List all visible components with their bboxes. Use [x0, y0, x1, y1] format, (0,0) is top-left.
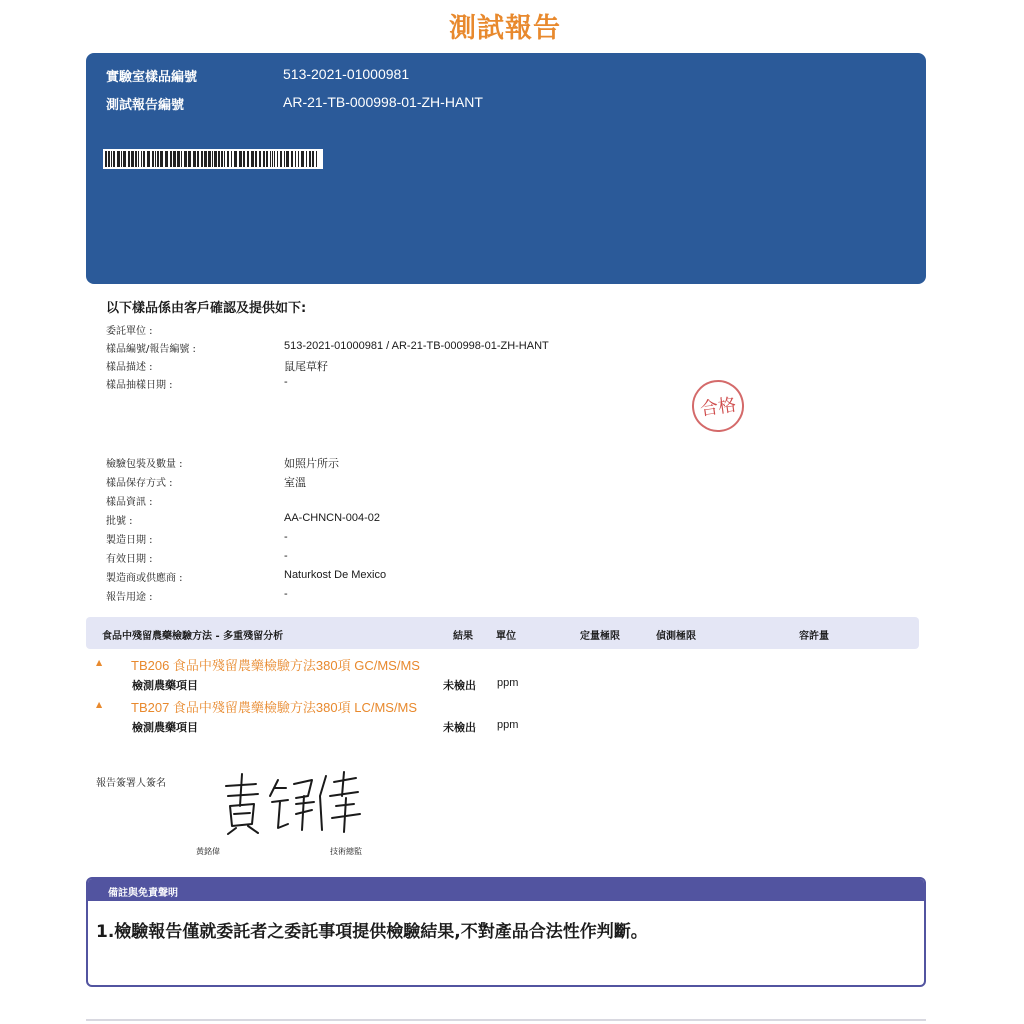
- info-row: [106, 493, 806, 509]
- info-row: [106, 455, 806, 471]
- info-label: 批號 :: [106, 516, 133, 527]
- report-no-label: 測試報告編號: [106, 98, 185, 113]
- test-unit: ppm: [497, 719, 519, 731]
- notes-disclaimer-box: [86, 877, 926, 987]
- info-label: 樣品資訊 :: [106, 497, 153, 508]
- report-title: 測試報告: [449, 13, 561, 44]
- info-row: [106, 340, 806, 356]
- info-label: 樣品編號/報告編號 :: [106, 344, 196, 355]
- results-table-header: [86, 617, 919, 649]
- method-heading: 食品中殘留農藥檢驗方法 - 多重殘留分析: [102, 631, 284, 642]
- info-row: [106, 569, 806, 585]
- test-method-name: TB206 食品中殘留農藥檢驗方法380項 GC/MS/MS: [131, 658, 420, 673]
- handwritten-signature: [216, 766, 366, 836]
- info-label: 樣品描述 :: [106, 362, 153, 373]
- col-result: 結果: [453, 631, 473, 642]
- info-label: 製造商或供應商 :: [106, 573, 183, 584]
- info-value: -: [284, 531, 288, 543]
- test-method-name: TB207 食品中殘留農藥檢驗方法380項 LC/MS/MS: [131, 700, 418, 715]
- info-label: 委託單位 :: [106, 326, 153, 337]
- info-value: 鼠尾草籽: [284, 361, 328, 373]
- info-value: -: [284, 588, 288, 600]
- info-label: 有效日期 :: [106, 554, 153, 565]
- info-row: [106, 358, 806, 374]
- info-row: [106, 322, 806, 338]
- info-row: [106, 588, 806, 604]
- signature-label: 報告簽署人簽名: [96, 778, 166, 789]
- info-value: 513-2021-01000981 / AR-21-TB-000998-01-ZH-HANT: [284, 340, 549, 352]
- info-value: AA-CHNCN-004-02: [284, 512, 380, 524]
- bottom-divider: [86, 1019, 926, 1021]
- triangle-icon: ▲: [96, 658, 103, 667]
- info-value: -: [284, 376, 288, 388]
- info-label: 檢驗包裝及數量 :: [106, 459, 183, 470]
- signer-name: 黃銘偉: [196, 847, 220, 856]
- col-lod: 偵測極限: [656, 631, 696, 642]
- test-item: 檢測農藥項目: [132, 679, 198, 692]
- seal-text: 合格: [698, 394, 738, 421]
- info-label: 報告用途 :: [106, 592, 153, 603]
- triangle-icon: ▲: [96, 700, 103, 709]
- intro-text: 以下樣品係由客戶確認及提供如下:: [106, 301, 307, 316]
- info-value: Naturkost De Mexico: [284, 569, 387, 581]
- test-unit: ppm: [497, 677, 519, 689]
- test-result: 未檢出: [443, 721, 476, 734]
- report-header-box: [86, 53, 926, 284]
- report-no-value: AR-21-TB-000998-01-ZH-HANT: [283, 94, 483, 110]
- test-result: 未檢出: [443, 679, 476, 692]
- info-value: 如照片所示: [284, 458, 339, 470]
- test-item: 檢測農藥項目: [132, 721, 198, 734]
- info-value: -: [284, 550, 288, 562]
- info-label: 樣品抽樣日期 :: [106, 380, 173, 391]
- lab-sample-label: 實驗室樣品編號: [106, 70, 198, 85]
- lab-sample-value: 513-2021-01000981: [283, 66, 410, 82]
- info-label: 樣品保存方式 :: [106, 478, 173, 489]
- info-row: [106, 550, 806, 566]
- info-row: [106, 474, 806, 490]
- notes-text: 1.檢驗報告僅就委託者之委託事項提供檢驗結果,不對產品合法性作判斷。: [96, 922, 648, 942]
- col-unit: 單位: [496, 631, 516, 642]
- col-loq: 定量極限: [580, 631, 620, 642]
- info-row: [106, 512, 806, 528]
- info-row: [106, 531, 806, 547]
- signer-title: 技術總監: [330, 847, 362, 856]
- barcode: [103, 149, 323, 169]
- col-limit: 容許量: [799, 631, 829, 642]
- info-value: 室溫: [284, 477, 306, 489]
- notes-heading: 備註與免責聲明: [88, 879, 924, 901]
- info-label: 製造日期 :: [106, 535, 153, 546]
